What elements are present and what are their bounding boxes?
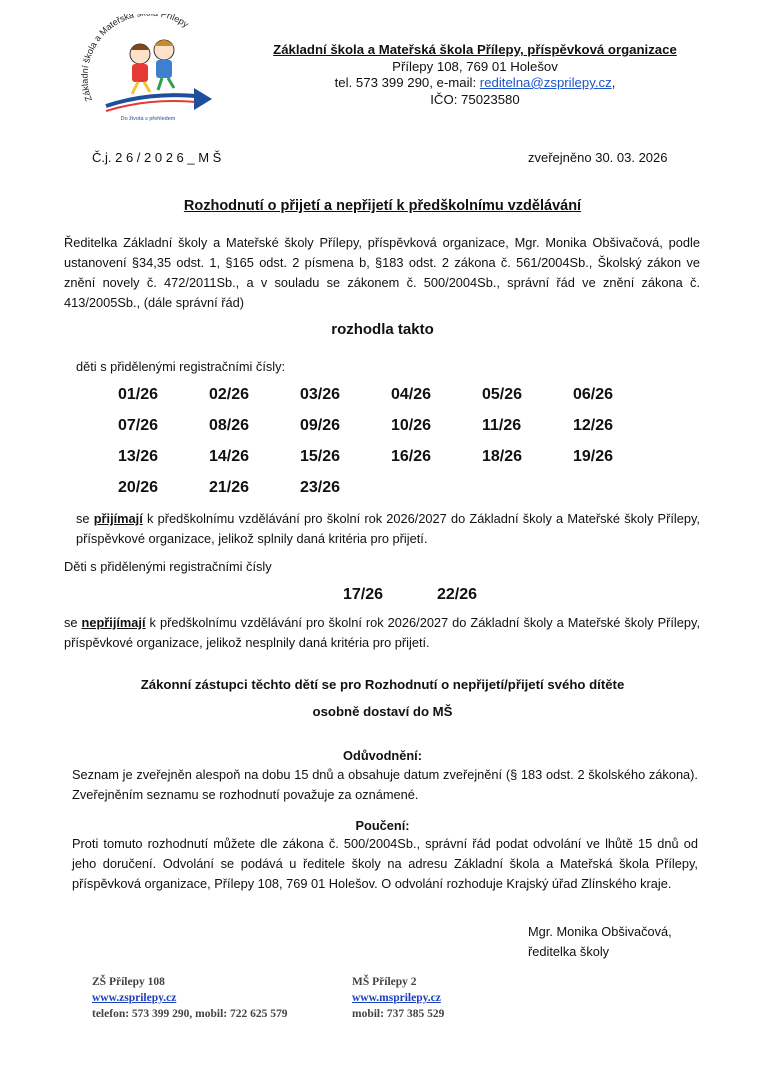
reg-number: 05/26	[482, 386, 523, 403]
reg-number: 08/26	[209, 417, 250, 434]
footer-zs-web-link[interactable]: www.zsprilepy.cz	[92, 992, 177, 1004]
rejected-label: Děti s přidělenými registračními čísly	[64, 559, 272, 574]
signature-name: Mgr. Monika Obšivačová,	[528, 924, 672, 939]
footer-zs	[92, 974, 287, 1022]
reg-number: 03/26	[300, 386, 341, 403]
footer-ms-name: MŠ Přílepy 2	[352, 976, 417, 988]
intro-paragraph: Ředitelka Základní školy a Mateřské školy Přílepy, příspěvková organizace, Mgr. Monika Obšivačová, podle ustanovení §34,35 odst. 1, §165 odst. 2 písmena b, §183 odst. 2 zákona č. 561/2004Sb., Školský zákon ve znění novely č. 472/2011Sb., a v souladu se zákonem č. 500/2004Sb., správní řád ve znění zákona č. 413/2005Sb., (dále správní řád)	[64, 235, 700, 310]
footer-zs-phone: telefon: 573 399 290, mobil: 722 625 579	[92, 1008, 288, 1020]
published-date: zveřejněno 30. 03. 2026	[528, 150, 668, 165]
reg-number: 19/26	[573, 448, 614, 465]
number-row	[118, 479, 664, 510]
footer-zs-name: ZŠ Přílepy 108	[92, 976, 165, 988]
reg-number: 04/26	[391, 386, 432, 403]
reg-number: 02/26	[209, 386, 250, 403]
footer-ms-web-link[interactable]: www.msprilepy.cz	[352, 992, 441, 1004]
decision-heading: rozhodla takto	[331, 321, 434, 338]
number-row	[118, 386, 664, 417]
reg-number: 16/26	[391, 448, 432, 465]
reg-number: 07/26	[118, 417, 159, 434]
footer-ms	[352, 974, 444, 1022]
reg-number: 20/26	[118, 479, 159, 496]
number-row	[118, 417, 664, 448]
instruction-text: Proti tomuto rozhodnutí můžete dle zákona č. 500/2004Sb., správní řád podat odvolání ve lhůtě 15 dnů od jeho doručení. Odvolání se podává u ředitele školy na adresu Základní škola a Mateřská škola Přílepy, příspěvková organizace, Přílepy 108, 769 01 Holešov. O odvolání rozhoduje Krajský úřad Zlínského kraje.	[72, 836, 698, 891]
logo-arc-text: Základní škola a Mateřská Přílepy	[79, 14, 191, 103]
accepted-label: děti s přidělenými registračními čísly:	[76, 359, 286, 374]
rejected-numbers	[343, 586, 477, 604]
reg-number: 11/26	[482, 417, 522, 434]
reasoning-text: Seznam je zveřejněn alespoň na dobu 15 dnů a obsahuje datum zveřejnění (§ 183 odst. 2 školského zákona). Zveřejněním seznamu se rozhodnutí považuje za oznámené.	[72, 767, 698, 802]
reference-number: Č.j. 2 6 / 2 0 2 6 _ M Š	[92, 150, 222, 165]
reasoning-heading: Odůvodnění:	[343, 748, 422, 763]
reg-number: 14/26	[209, 448, 250, 465]
reg-number: 06/26	[573, 386, 614, 403]
document-title: Rozhodnutí o přijetí a nepřijetí k předškolnímu vzdělávání	[183, 198, 582, 214]
reg-number: 01/26	[118, 386, 159, 403]
school-header	[240, 42, 710, 108]
instruction-heading: Poučení:	[355, 818, 410, 833]
footer-ms-phone: mobil: 737 385 529	[352, 1008, 445, 1020]
school-contact: tel. 573 399 290, e-mail: reditelna@zsprilepy.cz,	[334, 75, 616, 90]
accepted-text: se přijímají k předškolnímu vzdělávání pro školní rok 2026/2027 do Základní školy a Mateřské školy Přílepy, příspěvkové organizace, jelikož splnily daná kritéria pro přijetí.	[76, 511, 700, 546]
reg-number: 22/26	[437, 586, 478, 603]
reg-number: 23/26	[300, 479, 341, 496]
school-name: Základní škola a Mateřská škola Přílepy, příspěvková organizace	[273, 42, 677, 57]
school-address: Přílepy 108, 769 01 Holešov	[392, 58, 558, 74]
notice-line-2: osobně dostaví do MŠ	[312, 704, 453, 719]
accepted-keyword: přijímají	[93, 511, 143, 526]
reg-number: 18/26	[482, 448, 523, 465]
reg-number: 10/26	[391, 417, 432, 434]
email-link[interactable]: reditelna@zsprilepy.cz	[479, 75, 612, 90]
school-ico: IČO: 75023580	[430, 91, 520, 107]
reg-number: 17/26	[343, 586, 384, 603]
school-logo	[78, 14, 218, 126]
number-row	[118, 448, 664, 479]
notice-line-1: Zákonní zástupci těchto dětí se pro Rozhodnutí o nepřijetí/přijetí svého dítěte	[140, 677, 625, 692]
signature-role: ředitelka školy	[528, 944, 610, 959]
reg-number: 21/26	[209, 479, 250, 496]
logo-motto: Do života s přehledem	[120, 116, 176, 122]
signature	[528, 922, 672, 962]
reg-number: 09/26	[300, 417, 341, 434]
rejected-text: se nepřijímají k předškolnímu vzdělávání pro školní rok 2026/2027 do Základní školy a Mateřské školy Přílepy, příspěvkové organizace, jelikož nesplnily daná kritéria pro přijetí.	[64, 615, 700, 650]
reg-number: 12/26	[573, 417, 614, 434]
reg-number: 15/26	[300, 448, 341, 465]
accepted-numbers-grid	[118, 386, 664, 510]
reg-number: 13/26	[118, 448, 159, 465]
rejected-keyword: nepřijímají	[81, 615, 146, 630]
